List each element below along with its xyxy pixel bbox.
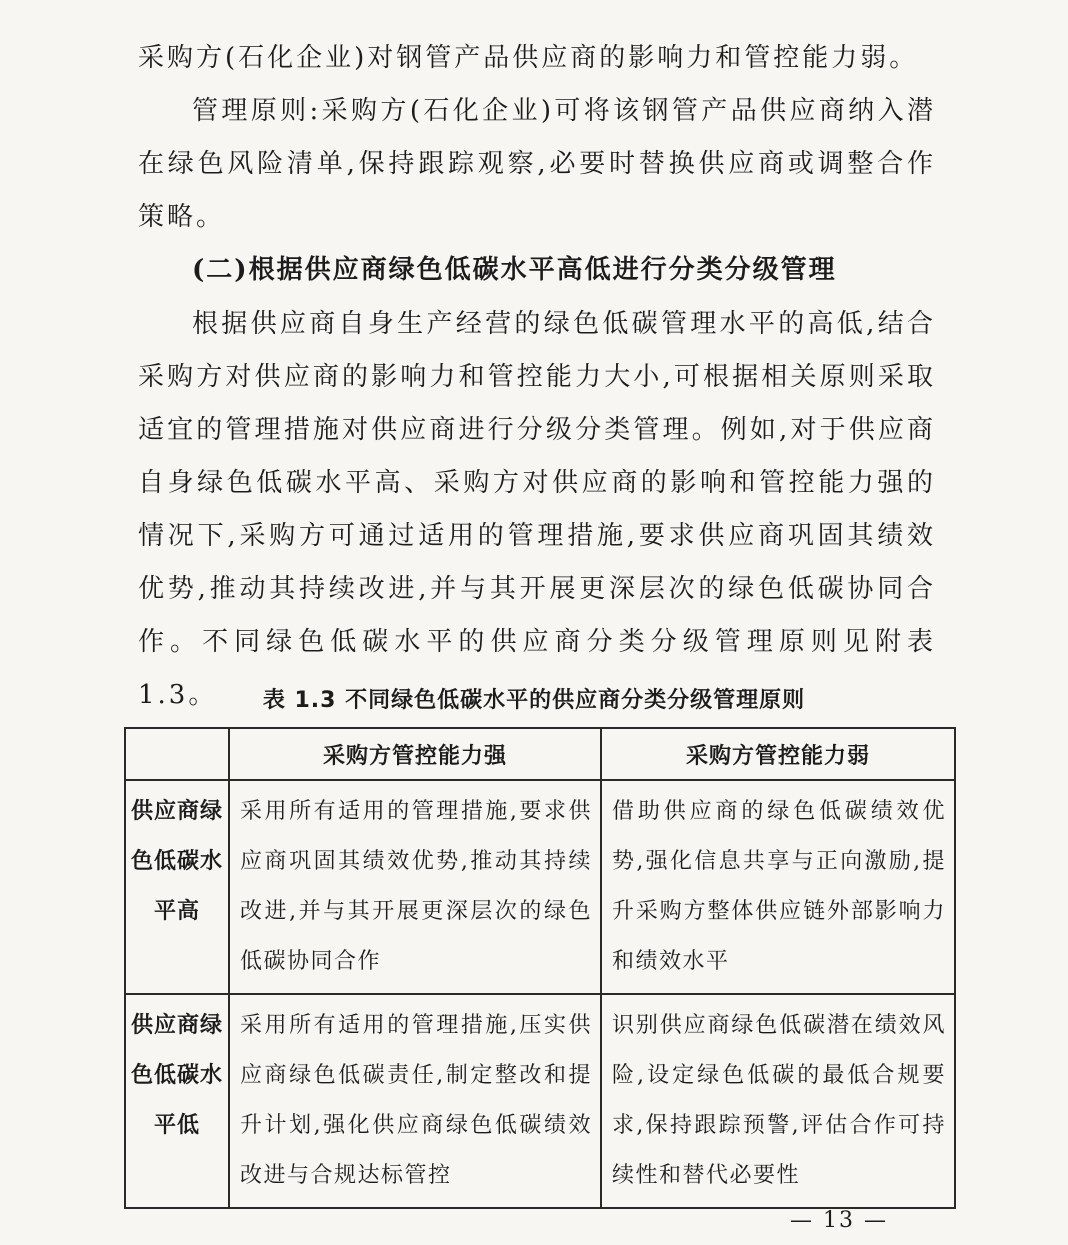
cell-low-weak: 识别供应商绿色低碳潜在绩效风险,设定绿色低碳的最低合规要求,保持跟踪预警,评估合作可持续性和替代必要性 — [601, 994, 955, 1208]
cell-high-weak: 借助供应商的绿色低碳绩效优势,强化信息共享与正向激励,提升采购方整体供应链外部影响力和绩效水平 — [601, 780, 955, 994]
table-header-empty — [125, 728, 229, 780]
paragraph-management-principle: 管理原则:采购方(石化企业)可将该钢管产品供应商纳入潜在绿色风险清单,保持跟踪观察,必要时替换供应商或调整合作策略。 — [138, 96, 936, 232]
cell-high-strong: 采用所有适用的管理措施,要求供应商巩固其绩效优势,推动其持续改进,并与其开展更深层次的绿色低碳协同合作 — [229, 780, 601, 994]
table-row — [125, 994, 955, 1208]
section-heading: (二)根据供应商绿色低碳水平高低进行分类分级管理 — [192, 255, 837, 285]
paragraph-classification: 根据供应商自身生产经营的绿色低碳管理水平的高低,结合采购方对供应商的影响力和管控能力大小,可根据相关原则采取适宜的管理措施对供应商进行分级分类管理。例如,对于供应商自身绿色低碳水平高、采购方对供应商的影响和管控能力强的情况下,采购方可通过适用的管理措施,要求供应商巩固其绩效优势,推动其持续改进,并与其开展更深层次的绿色低碳协同合作。不同绿色低碳水平的供应商分类分级管理原则见附表 1.3。 — [138, 309, 936, 710]
row-label-low: 供应商绿色低碳水平低 — [125, 994, 229, 1208]
row-label-high: 供应商绿色低碳水平高 — [125, 780, 229, 994]
classification-table — [124, 727, 956, 1209]
table-header-strong: 采购方管控能力强 — [229, 728, 601, 780]
paragraph-influence-weak: 采购方(石化企业)对钢管产品供应商的影响力和管控能力弱。 — [138, 43, 919, 73]
page-number: — 13 — — [790, 1208, 888, 1233]
table-row — [125, 780, 955, 994]
table-title: 表 1.3 不同绿色低碳水平的供应商分类分级管理原则 — [262, 688, 806, 713]
table-header-row — [125, 728, 955, 780]
table-header-weak: 采购方管控能力弱 — [601, 728, 955, 780]
cell-low-strong: 采用所有适用的管理措施,压实供应商绿色低碳责任,制定整改和提升计划,强化供应商绿色低碳绩效改进与合规达标管控 — [229, 994, 601, 1208]
